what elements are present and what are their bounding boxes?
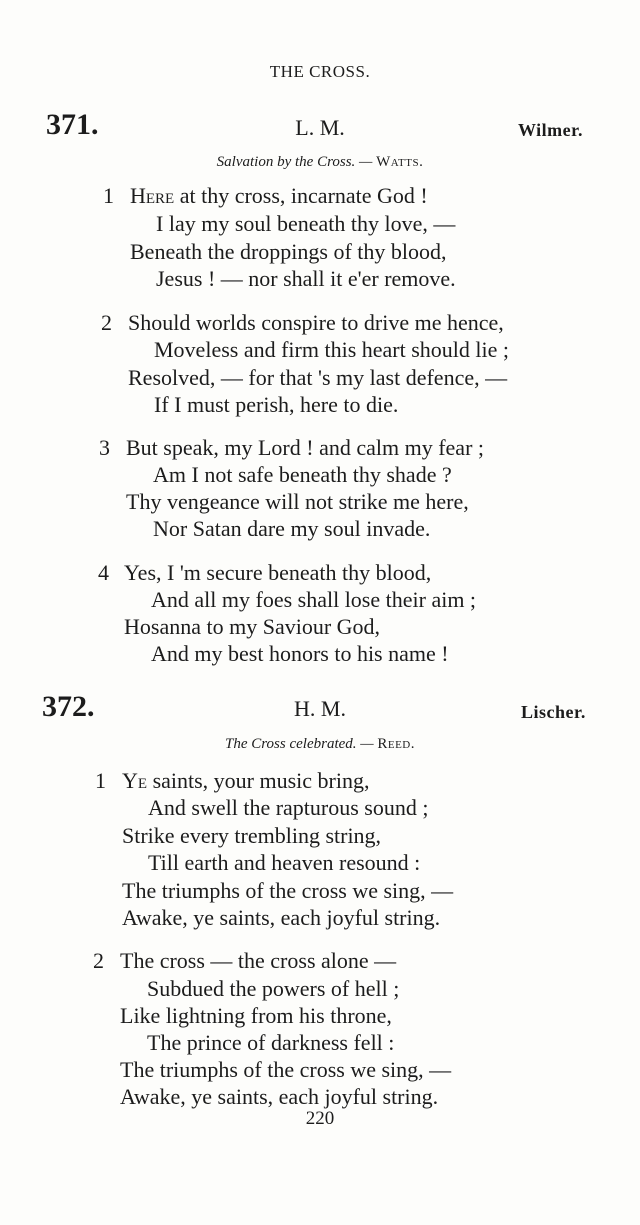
hymn-subtitle: [0, 154, 640, 171]
verse-line: And my best honors to his name !: [151, 641, 449, 666]
tune-name: Lischer.: [521, 702, 586, 722]
verse-line: [130, 183, 428, 209]
verse-line-rest: at thy cross, incarnate God !: [174, 183, 428, 208]
hymn-number: 371.: [46, 108, 99, 141]
verse-line-rest: saints, your music bring,: [147, 768, 370, 793]
verse-number: 3: [99, 435, 110, 460]
verse-line: The triumphs of the cross we sing, —: [122, 878, 454, 903]
subtitle-text: Salvation by the Cross. —: [216, 154, 373, 170]
verse-line: But speak, my Lord ! and calm my fear ;: [126, 435, 485, 460]
subtitle-text: The Cross celebrated. —: [225, 736, 374, 752]
verse-line: If I must perish, here to die.: [154, 392, 399, 417]
verse-line: The triumphs of the cross we sing, —: [120, 1057, 452, 1082]
verse-line: Beneath the droppings of thy blood,: [130, 239, 447, 264]
verse-line: And all my foes shall lose their aim ;: [151, 587, 477, 612]
verse-line: Yes, I 'm secure beneath thy blood,: [124, 560, 432, 585]
verse-line: Strike every trembling string,: [122, 823, 382, 848]
verse-line: Nor Satan dare my soul invade.: [153, 516, 431, 541]
verse-line: I lay my soul beneath thy love, —: [156, 211, 456, 236]
author-name: Reed.: [377, 736, 415, 752]
verse-line: And swell the rapturous sound ;: [148, 795, 429, 820]
verse-line: Moveless and firm this heart should lie ;: [154, 337, 509, 362]
tune-name: Wilmer.: [518, 120, 583, 140]
verse-number: 4: [98, 560, 109, 585]
verse-number: 2: [93, 948, 104, 973]
hymn-meter: H. M.: [294, 696, 346, 721]
verse-line: Am I not safe beneath thy shade ?: [153, 462, 452, 487]
verse-line: Till earth and heaven resound :: [148, 850, 421, 875]
running-head: THE CROSS.: [269, 62, 371, 81]
verse-line: Thy vengeance will not strike me here,: [126, 489, 469, 514]
verse-first-word: Here: [130, 183, 175, 208]
verse-line: Should worlds conspire to drive me hence,: [128, 310, 504, 335]
verse-line: Awake, ye saints, each joyful string.: [122, 905, 441, 930]
verse-line: Resolved, — for that 's my last defence, —: [128, 365, 508, 390]
author-name: Watts.: [376, 154, 424, 170]
verse-line: Jesus ! — nor shall it e'er remove.: [156, 266, 456, 291]
verse-line: Like lightning from his throne,: [120, 1003, 392, 1028]
verse-first-word: Ye: [122, 768, 148, 793]
verse-number: 1: [95, 768, 106, 793]
verse-line: Subdued the powers of hell ;: [147, 976, 400, 1001]
verse-line: [122, 768, 370, 794]
verse-number: 2: [101, 310, 112, 335]
verse-line: Awake, ye saints, each joyful string.: [120, 1084, 439, 1109]
verse-line: The prince of darkness fell :: [147, 1030, 395, 1055]
hymn-subtitle: [0, 736, 640, 753]
verse-line: The cross — the cross alone —: [120, 948, 397, 973]
verse-number: 1: [103, 183, 114, 208]
hymn-meter: L. M.: [295, 115, 345, 140]
verse-line: Hosanna to my Saviour God,: [124, 614, 381, 639]
hymn-number: 372.: [42, 690, 95, 723]
page-number: 220: [305, 1108, 335, 1129]
